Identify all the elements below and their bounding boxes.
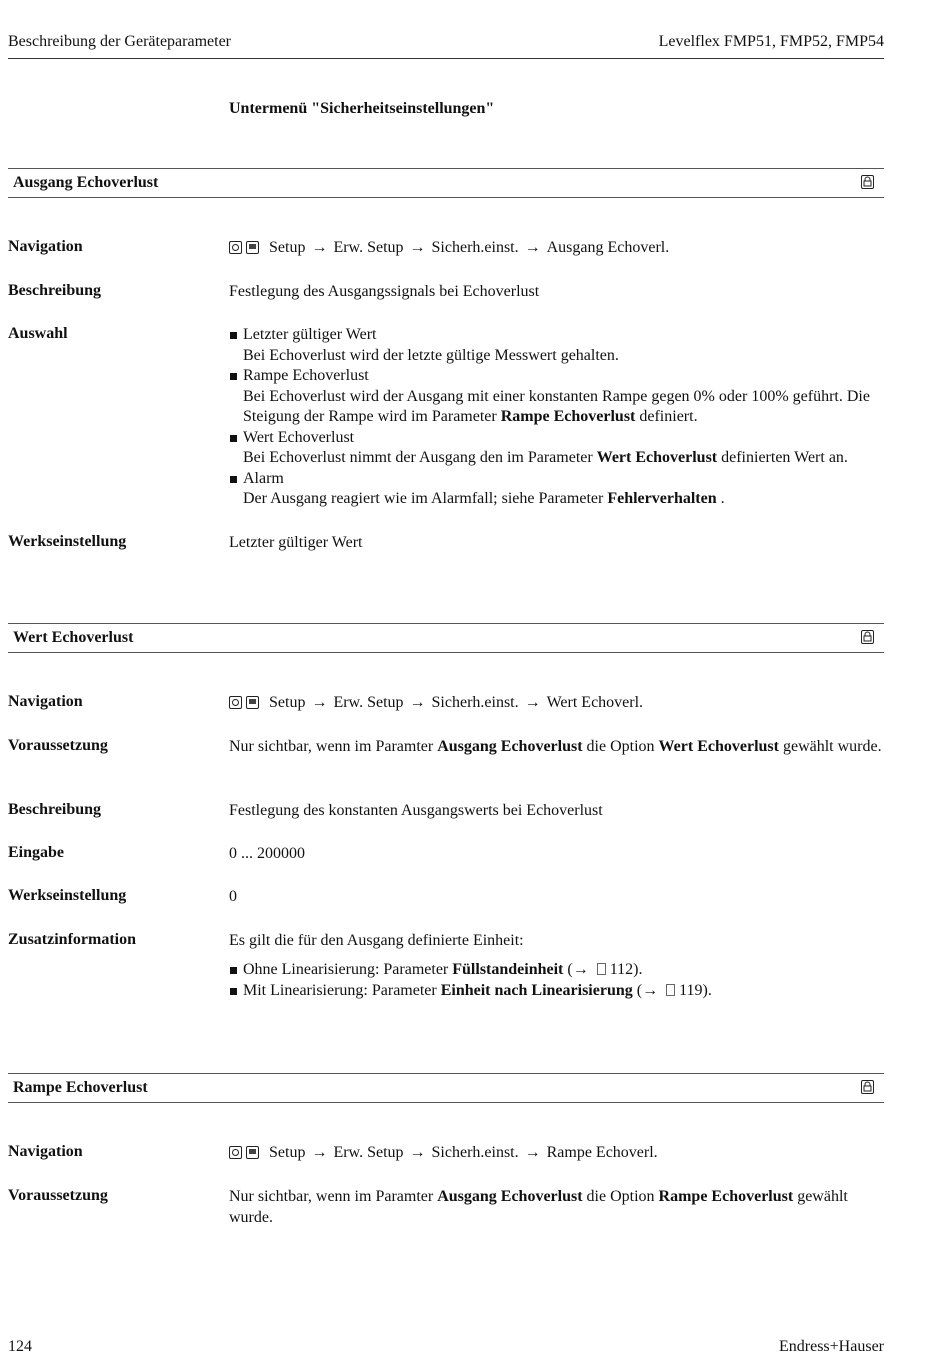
werkseinstellung-value: Letzter gültiger Wert [229, 534, 363, 551]
operation-icon [229, 696, 242, 709]
lock-icon [861, 1080, 874, 1094]
nav-step: Erw. Setup [333, 1144, 404, 1161]
navigation-path: Setup → Erw. Setup → Sicherh.einst. → Wert Echoverl. [229, 693, 884, 716]
eingabe-label: Eingabe [8, 844, 65, 861]
voraussetzung-text: Nur sichtbar, wenn im Paramter Ausgang Echoverlust die Option Rampe Echoverlust gewählt wurde. [229, 1188, 848, 1226]
section-header-rampe-echoverlust [8, 1073, 884, 1103]
navigation-label: Navigation [8, 693, 83, 710]
nav-step: Setup [269, 1144, 306, 1161]
section-title: Rampe Echoverlust [13, 1079, 148, 1096]
page-link[interactable]: 112 [609, 960, 634, 978]
auswahl-label: Auswahl [8, 325, 68, 342]
beschreibung-text: Festlegung des Ausgangssignals bei Echoverlust [229, 283, 540, 300]
werkseinstellung-label: Werkseinstellung [8, 533, 127, 550]
lock-icon [861, 175, 874, 189]
navigation-label: Navigation [8, 1143, 83, 1160]
document-icon [597, 963, 606, 975]
list-item: Ohne Linearisierung: Parameter Füllstandeinheit (→ 112). [229, 960, 884, 981]
beschreibung-text: Festlegung des konstanten Ausgangswerts bei Echoverlust [229, 802, 603, 819]
eingabe-value: 0 ... 200000 [229, 845, 305, 862]
section-header-ausgang-echoverlust [8, 168, 884, 198]
nav-step: Sicherh.einst. [431, 239, 519, 256]
expert-icon [246, 241, 259, 254]
nav-step: Ausgang Echoverl. [546, 239, 670, 256]
page-link[interactable]: 119 [679, 982, 703, 999]
voraussetzung-label: Voraussetzung [8, 1187, 108, 1204]
auswahl-list [229, 325, 884, 510]
footer-brand: Endress+Hauser [779, 1338, 884, 1355]
submenu-title: Untermenü "Sicherheitseinstellungen" [229, 100, 495, 117]
list-item: Alarm Der Ausgang reagiert wie im Alarmfall; siehe Parameter Fehlerverhalten . [229, 469, 884, 510]
voraussetzung-label: Voraussetzung [8, 737, 108, 754]
header-right: Levelflex FMP51, FMP52, FMP54 [658, 33, 884, 50]
header-divider [8, 58, 884, 59]
section-title: Ausgang Echoverlust [13, 174, 159, 191]
list-item: Letzter gültiger Wert Bei Echoverlust wird der letzte gültige Messwert gehalten. [229, 325, 884, 366]
nav-step: Sicherh.einst. [431, 694, 519, 711]
nav-step: Sicherh.einst. [431, 1144, 519, 1161]
expert-icon [246, 696, 259, 709]
werkseinstellung-value: 0 [229, 888, 237, 905]
expert-icon [246, 1146, 259, 1159]
section-header-wert-echoverlust [8, 623, 884, 653]
operation-icon [229, 1146, 242, 1159]
nav-step: Rampe Echoverl. [546, 1144, 658, 1161]
navigation-label: Navigation [8, 238, 83, 255]
operation-icon [229, 241, 242, 254]
section-title: Wert Echoverlust [13, 629, 134, 646]
page-number: 124 [8, 1338, 32, 1355]
nav-step: Setup [269, 694, 306, 711]
list-item: Mit Linearisierung: Parameter Einheit nach Linearisierung (→ 119). [229, 981, 884, 1002]
zusatzinformation-label: Zusatzinformation [8, 931, 136, 948]
werkseinstellung-label: Werkseinstellung [8, 887, 127, 904]
voraussetzung-text: Nur sichtbar, wenn im Paramter Ausgang Echoverlust die Option Wert Echoverlust gewählt wurde. [229, 738, 882, 755]
nav-step: Erw. Setup [333, 694, 404, 711]
beschreibung-label: Beschreibung [8, 282, 102, 299]
zusatzinformation-text: Es gilt die für den Ausgang definierte Einheit: Ohne Linearisierung: Parameter Füllstandeinheit (→ 112). Mit Linearisierung: Parameter Einheit nach Linearisierung (→ 119). [229, 931, 884, 1002]
navigation-path: Setup → Erw. Setup → Sicherh.einst. → Ausgang Echoverl. [229, 238, 884, 261]
nav-step: Erw. Setup [333, 239, 404, 256]
navigation-path: Setup → Erw. Setup → Sicherh.einst. → Rampe Echoverl. [229, 1143, 884, 1166]
nav-step: Wert Echoverl. [546, 694, 644, 711]
document-icon [666, 984, 675, 996]
list-item: Wert Echoverlust Bei Echoverlust nimmt der Ausgang den im Parameter Wert Echoverlust definierten Wert an. [229, 428, 884, 469]
header-left: Beschreibung der Geräteparameter [8, 33, 231, 50]
lock-icon [861, 630, 874, 644]
beschreibung-label: Beschreibung [8, 801, 102, 818]
nav-step: Setup [269, 239, 306, 256]
list-item: Rampe Echoverlust Bei Echoverlust wird der Ausgang mit einer konstanten Rampe gegen 0% oder 100% geführt. Die Steigung der Rampe wird im Parameter Rampe Echoverlust definiert. [229, 366, 884, 428]
